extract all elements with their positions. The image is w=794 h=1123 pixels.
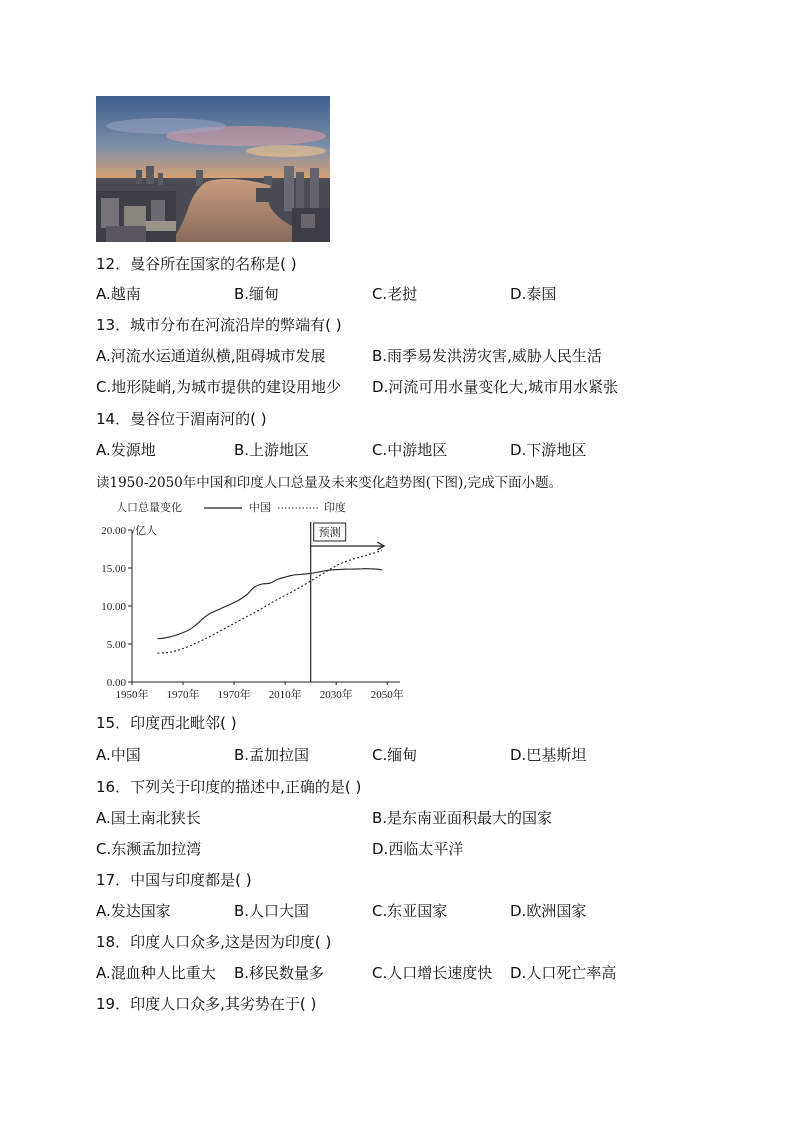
q18-option-b: B.移民数量多 xyxy=(234,964,325,982)
question-12-stem: 12．曼谷所在国家的名称是( ) xyxy=(96,255,297,273)
question-18-stem: 18．印度人口众多,这是因为印度( ) xyxy=(96,933,332,951)
x-tick-label: 1970年 xyxy=(217,689,251,701)
q18-option-d: D.人口死亡率高 xyxy=(510,964,617,982)
question-13-stem: 13．城市分布在河流沿岸的弊端有( ) xyxy=(96,316,342,334)
legend-india-label: 印度 xyxy=(324,502,346,514)
question-16-stem: 16．下列关于印度的描述中,正确的是( ) xyxy=(96,778,362,796)
q13-option-a: A.河流水运通道纵横,阻碍城市发展 xyxy=(96,347,326,365)
y-tick-label: 5.00 xyxy=(106,639,126,651)
q18-option-a: A.混血种人比重大 xyxy=(96,964,216,982)
q14-option-d: D.下游地区 xyxy=(510,441,587,459)
question-19-stem: 19．印度人口众多,其劣势在于( ) xyxy=(96,995,317,1013)
y-tick-label: 0.00 xyxy=(106,677,126,689)
y-tick-label: 20.00 xyxy=(101,525,126,537)
x-tick-label: 2030年 xyxy=(319,689,353,701)
q17-option-c: C.东亚国家 xyxy=(372,902,448,920)
q15-option-d: D.巴基斯坦 xyxy=(510,746,587,764)
q12-option-d: D.泰国 xyxy=(510,285,557,303)
question-14-stem: 14．曼谷位于湄南河的( ) xyxy=(96,410,267,428)
question-15-stem: 15．印度西北毗邻( ) xyxy=(96,714,237,732)
forecast-arrow xyxy=(311,542,384,550)
legend-china-label: 中国 xyxy=(249,502,271,514)
bangkok-city-photo xyxy=(96,96,330,242)
population-chart xyxy=(96,494,416,706)
q17-option-d: D.欧洲国家 xyxy=(510,902,587,920)
y-axis-label: /亿人 xyxy=(132,525,158,537)
x-tick-label: 1970年 xyxy=(166,689,200,701)
q13-option-c: C.地形陡峭,为城市提供的建设用地少 xyxy=(96,378,342,396)
q15-option-c: C.缅甸 xyxy=(372,746,418,764)
x-tick-label: 2050年 xyxy=(370,689,404,701)
q16-option-a: A.国土南北狭长 xyxy=(96,809,201,827)
q16-option-d: D.西临太平洋 xyxy=(372,840,464,858)
q15-option-a: A.中国 xyxy=(96,746,141,764)
q13-option-b: B.雨季易发洪涝灾害,威胁人民生活 xyxy=(372,347,602,365)
q17-option-a: A.发达国家 xyxy=(96,902,171,920)
q14-option-c: C.中游地区 xyxy=(372,441,448,459)
series-india-line xyxy=(158,551,383,654)
question-17-stem: 17．中国与印度都是( ) xyxy=(96,871,252,889)
y-tick-label: 10.00 xyxy=(101,601,126,613)
q16-option-b: B.是东南亚面积最大的国家 xyxy=(372,809,553,827)
q18-option-c: C.人口增长速度快 xyxy=(372,964,493,982)
q17-option-b: B.人口大国 xyxy=(234,902,310,920)
chart-intro-text: 读1950-2050年中国和印度人口总量及未来变化趋势图(下图),完成下面小题。 xyxy=(96,475,563,491)
chart-title: 人口总量变化 xyxy=(116,502,182,514)
x-tick-label: 2010年 xyxy=(268,689,302,701)
q13-option-d: D.河流可用水量变化大,城市用水紧张 xyxy=(372,378,619,396)
q15-option-b: B.孟加拉国 xyxy=(234,746,310,764)
q12-option-a: A.越南 xyxy=(96,285,141,303)
q12-option-c: C.老挝 xyxy=(372,285,418,303)
q16-option-c: C.东濒孟加拉湾 xyxy=(96,840,202,858)
x-tick-label: 1950年 xyxy=(115,689,149,701)
q12-option-b: B.缅甸 xyxy=(234,285,280,303)
y-tick-label: 15.00 xyxy=(101,563,126,575)
series-china-line xyxy=(158,569,383,639)
q14-option-a: A.发源地 xyxy=(96,441,156,459)
q14-option-b: B.上游地区 xyxy=(234,441,310,459)
forecast-label: 预测 xyxy=(318,527,341,539)
